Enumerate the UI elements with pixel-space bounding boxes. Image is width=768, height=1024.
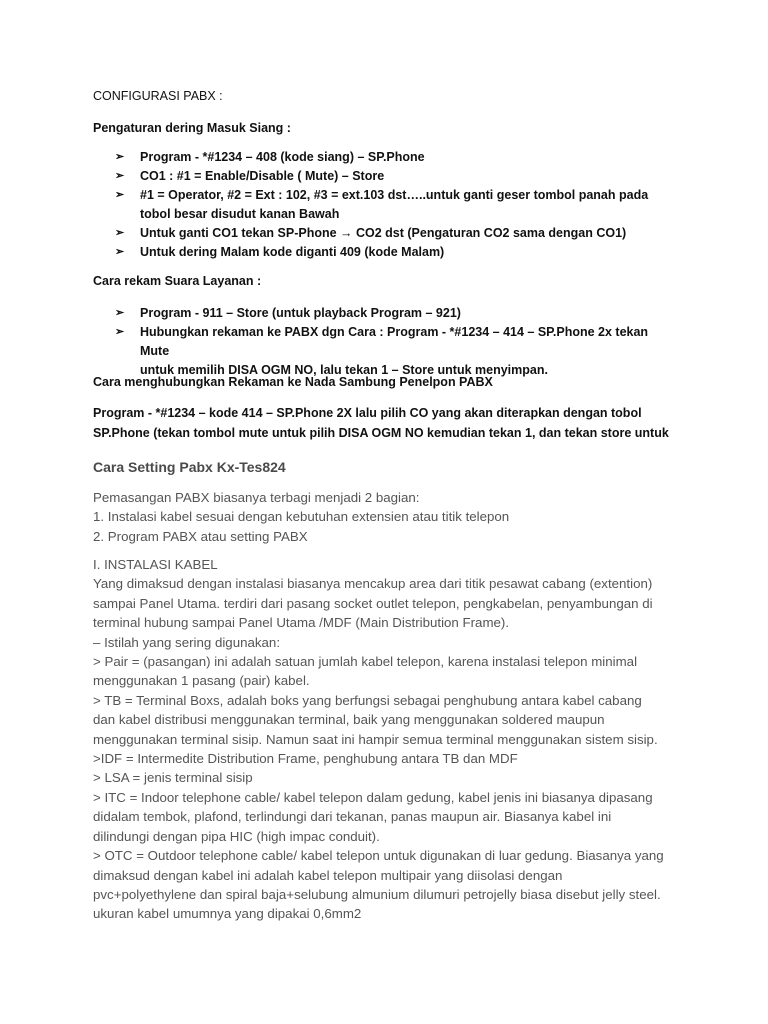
list-item [115,323,655,380]
arrow-bullet-icon: ➢ [115,246,125,258]
intro-line: 1. Instalasi kabel sesuai dengan kebutuhan extensien atau titik telepon [93,509,510,525]
arrow-bullet-icon: ➢ [115,307,125,319]
document-heading: CONFIGURASI PABX : [93,89,223,103]
article-title: Cara Setting Pabx Kx-Tes824 [93,459,286,475]
body-line: terminal hubung sampai Panel Utama /MDF (Main Distribution Frame). [93,615,510,631]
body-line: menggunakan terminal sisip. Namun saat ini hampir semua terminal menggunakan sistem sisip. [93,731,658,747]
paragraph-line: Program - *#1234 – kode 414 – SP.Phone 2X lalu pilih CO yang akan diterapkan dengan tobol [93,406,642,420]
list-item-text: Program - 911 – Store (untuk playback Program – 921) [140,306,461,320]
body-line: > TB = Terminal Boxs, adalah boks yang berfungsi sebagai penghubung antara kabel cabang [93,692,642,708]
body-line: dilindungi dengan pipa HIC (high impac conduit). [93,828,380,844]
body-line: I. INSTALASI KABEL [93,557,218,572]
list-item [115,243,655,262]
intro-line: 2. Program PABX atau setting PABX [93,528,308,544]
bullet-list-rekam [115,304,655,380]
section-title-dering: Pengaturan dering Masuk Siang : [93,121,291,135]
body-line: > LSA = jenis terminal sisip [93,770,253,786]
list-item [115,148,655,167]
section-paragraph [93,404,673,443]
list-item-text: #1 = Operator, #2 = Ext : 102, #3 = ext.103 dst…..untuk ganti geser tombol panah pada [140,188,649,202]
arrow-bullet-icon: ➢ [115,151,125,163]
paragraph-line: SP.Phone (tekan tombol mute untuk pilih DISA OGM NO kemudian tekan 1, dan tekan store untuk [93,425,669,440]
body-line: pvc+polyethylene dan spiral baja+selubung almunium dilumuri petrojelly biasa disebut jelly steel. [93,886,661,902]
arrow-bullet-icon: ➢ [115,227,125,239]
section-title-hubungkan: Cara menghubungkan Rekaman ke Nada Sambung Penelpon PABX [93,375,493,389]
intro-line: Pemasangan PABX biasanya terbagi menjadi 2 bagian: [93,490,420,505]
list-item [115,167,655,186]
body-line: Yang dimaksud dengan instalasi biasanya mencakup area dari titik pesawat cabang (extention) [93,576,653,592]
list-item [115,304,655,323]
body-line: > Pair = (pasangan) ini adalah satuan jumlah kabel telepon, karena instalasi telepon minimal [93,654,638,670]
list-item-text-cont: tobol besar disudut kanan Bawah [140,207,340,221]
arrow-bullet-icon: ➢ [115,326,125,338]
article-body [93,555,713,924]
list-item [115,224,655,243]
body-line: >IDF = Intermedite Distribution Frame, penghubung antara TB dan MDF [93,751,518,767]
body-line: > OTC = Outdoor telephone cable/ kabel telepon untuk digunakan di luar gedung. Biasanya yang [93,848,664,864]
article-intro [93,488,713,546]
body-line: menggunakan 1 pasang (pair) kabel. [93,673,310,689]
body-line: ukuran kabel umumnya yang dipakai 0,6mm2 [93,906,362,922]
list-item-text: CO1 : #1 = Enable/Disable ( Mute) – Store [140,169,385,183]
list-item-text: Untuk dering Malam kode diganti 409 (kode Malam) [140,245,445,259]
list-item-text-cont: untuk memilih DISA OGM NO, lalu tekan 1 – Store untuk menyimpan. [140,363,548,377]
list-item-text: Hubungkan rekaman ke PABX dgn Cara : Program - *#1234 – 414 – SP.Phone 2x tekan Mute [140,325,649,358]
body-line: > ITC = Indoor telephone cable/ kabel telepon dalam gedung, kabel jenis ini biasanya dipasang [93,789,653,805]
arrow-bullet-icon: ➢ [115,189,125,201]
arrow-bullet-icon: ➢ [115,170,125,182]
bullet-list-dering [115,148,655,262]
section-title-rekam: Cara rekam Suara Layanan : [93,274,262,288]
body-line: didalam tembok, plafond, terlindungi dari tekanan, panas maupun air. Biasanya kabel ini [93,809,612,825]
list-item [115,186,655,224]
body-line: dan kabel distribusi menggunakan terminal, baik yang menggunakan soldered maupun [93,712,605,728]
body-line: sampai Panel Utama. terdiri dari pasang socket outlet telepon, pengkabelan, penyambungan di [93,595,653,611]
list-item-text: Untuk ganti CO1 tekan SP-Phone → CO2 dst (Pengaturan CO2 sama dengan CO1) [140,226,627,240]
list-item-text: Program - *#1234 – 408 (kode siang) – SP.Phone [140,150,425,164]
body-line: – Istilah yang sering digunakan: [93,634,281,650]
body-line: dimaksud dengan kabel ini adalah kabel telepon multipair yang diisolasi dengan [93,867,563,883]
